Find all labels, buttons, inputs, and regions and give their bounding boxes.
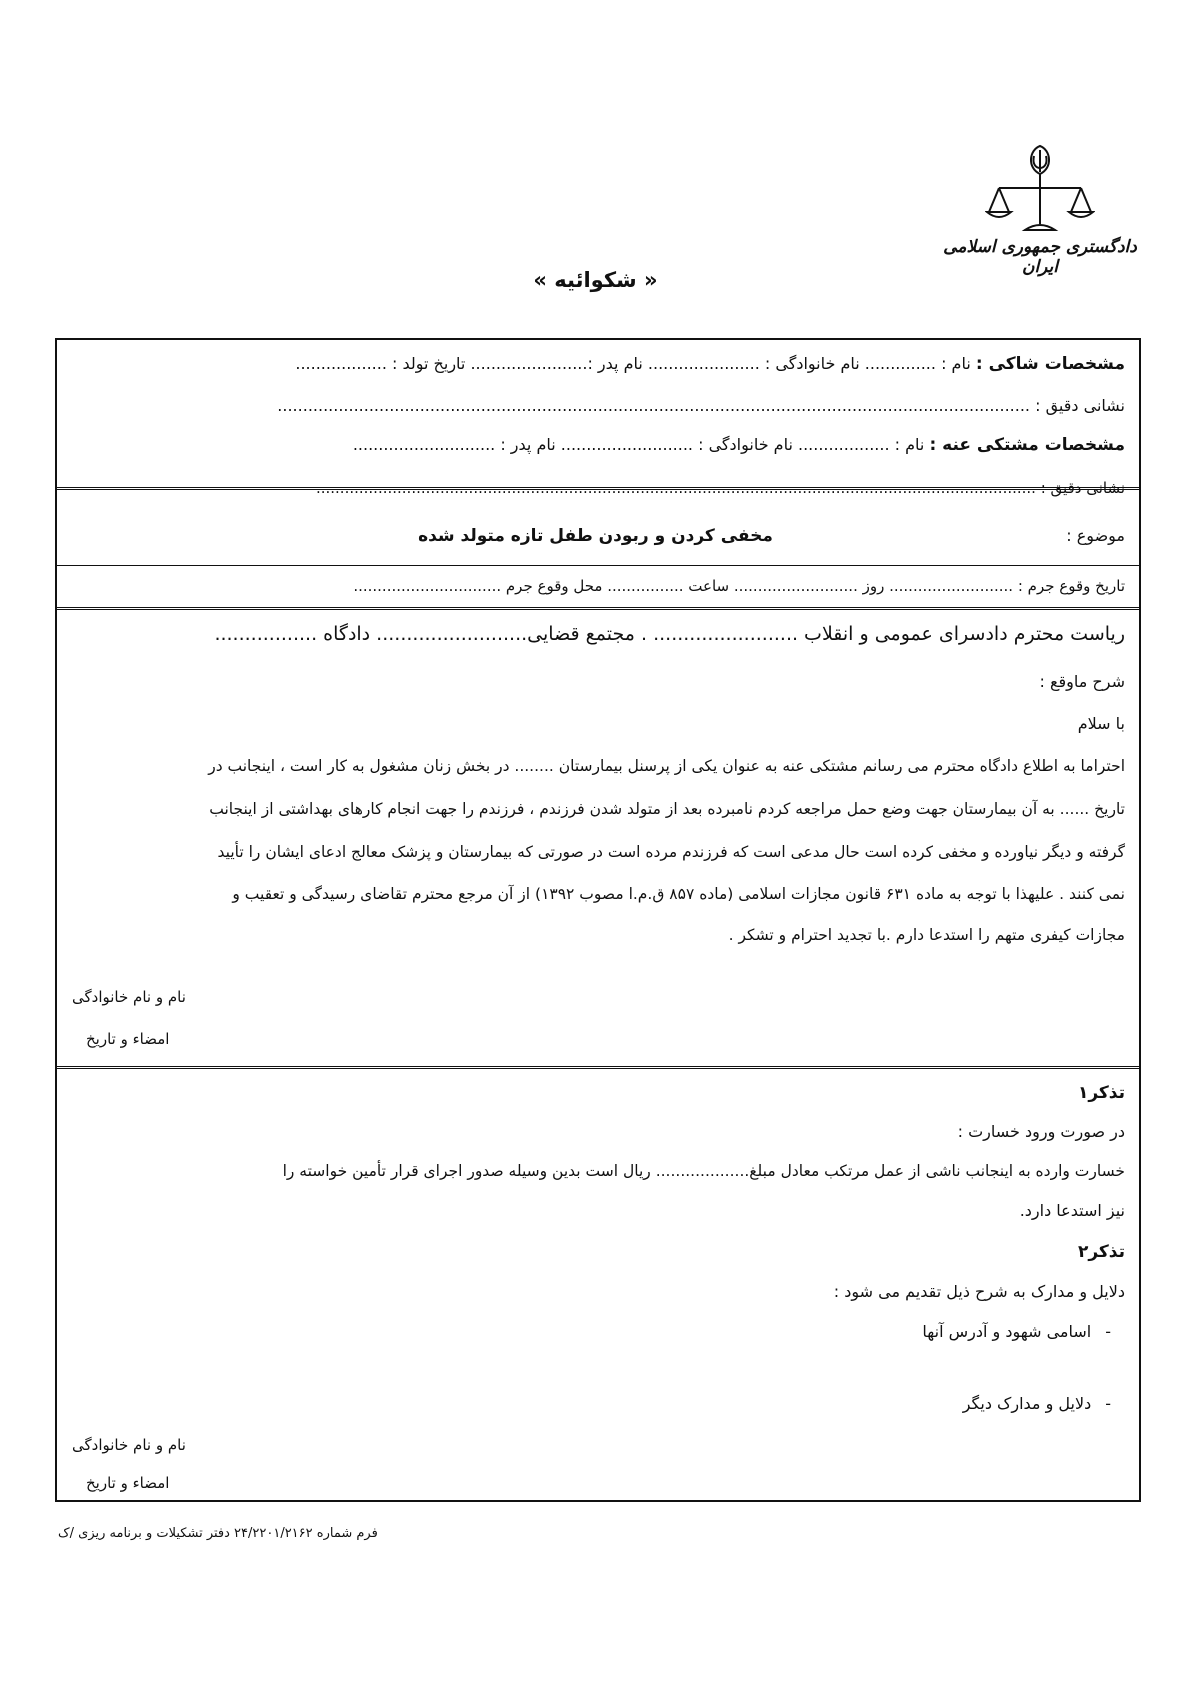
complainant-address: نشانی دقیق : ....................................................................................................................................................: [277, 396, 1125, 415]
note1-heading: تذکر۱: [1077, 1083, 1125, 1103]
note1-line: خسارت وارده به اینجانب ناشی از عمل مرتکب معادل مبلغ................... ریال است بدین وسیله صدور اجرای قرار تأمین خواسته را: [282, 1162, 1125, 1180]
evidence-item-label: دلایل و مدارک دیگر: [962, 1394, 1092, 1413]
complainant-row: [66, 352, 1125, 376]
note2-line: دلایل و مدارک به شرح ذیل تقدیم می شود :: [833, 1282, 1125, 1301]
defendant-address: نشانی دقیق : .......................................................................................................................................................: [315, 479, 1125, 497]
section-divider: [55, 1066, 1141, 1069]
note2-heading: تذکر۲: [1077, 1242, 1125, 1262]
narrative-line: نمی کنند . علیهذا با توجه به ماده ۶۳۱ قانون مجازات اسلامی (ماده ۸۵۷ ق.م.ا مصوب ۱۳۹۲) از آن مرجع محترم تقاضای رسیدگی و تعقیب و: [232, 885, 1125, 903]
evidence-item: [66, 1392, 1111, 1416]
bullet-dash: -: [1105, 1322, 1111, 1341]
crime-details: تاریخ وقوع جرم : .......................... روز .......................... ساعت ................ محل وقوع جرم ...............................: [353, 577, 1125, 595]
signature-date-label: امضاء و تاریخ: [86, 1474, 170, 1492]
greeting: با سلام: [1077, 714, 1125, 733]
signature-name-label: نام و نام خانوادگی: [72, 1436, 186, 1454]
complainant-heading: مشخصات شاکی :: [975, 354, 1125, 374]
signature-name-label: نام و نام خانوادگی: [72, 988, 186, 1006]
subject-label: موضوع :: [1066, 526, 1125, 545]
narrative-line: تاریخ ...... به آن بیمارستان جهت وضع حمل مراجعه کردم نامبرده بعد از متولد شدن فرزندم ، فرزندم را جهت انجام کارهای بهداشتی از اینجانب: [209, 800, 1125, 818]
evidence-item: [66, 1320, 1111, 1344]
signature-date-label: امضاء و تاریخ: [86, 1030, 170, 1048]
complainant-fields: نام : .............. نام خانوادگی : ...................... نام پدر :....................... تاریخ تولد : ..................: [295, 354, 971, 373]
page-title: « شکوائیه »: [533, 268, 658, 292]
scales-of-justice-icon: [985, 140, 1095, 235]
defendant-row: [66, 433, 1125, 457]
bullet-dash: -: [1105, 1394, 1111, 1413]
addressee: ریاست محترم دادسرای عمومی و انقلاب ........................ . مجتمع قضایی......................... دادگاه .................: [214, 623, 1125, 645]
narrative-line: مجازات کیفری متهم را استدعا دارم .با تجدید احترام و تشکر .: [728, 926, 1125, 944]
form-number: فرم شماره ۲۴/۲۲۰۱/۲۱۶۲ دفتر تشکیلات و برنامه ریزی /ک: [58, 1526, 378, 1541]
narrative-line: احتراما به اطلاع دادگاه محترم می رسانم مشتکی عنه به عنوان یکی از پرسنل بیمارستان ........ در بخش زنان مشغول به کار است ، اینجانب در: [208, 757, 1125, 775]
narrative-line: گرفته و دیگر نیاورده و مخفی کرده است حال مدعی است که فرزندم مرده است در صورتی که بیمارستان و پزشک معالج ادعای ایشان را تأیید: [217, 843, 1125, 861]
note1-line: نیز استدعا دارد.: [1019, 1201, 1125, 1220]
section-divider: [55, 565, 1141, 566]
section-divider: [55, 607, 1141, 610]
note1-line: در صورت ورود خسارت :: [957, 1122, 1125, 1141]
subject-text: مخفی کردن و ربودن طفل تازه متولد شده: [418, 526, 773, 546]
defendant-fields: نام : .................. نام خانوادگی : .......................... نام پدر : ............................: [352, 435, 925, 454]
narrative-label: شرح ماوقع :: [1039, 672, 1125, 691]
defendant-heading: مشخصات مشتکی عنه :: [929, 435, 1125, 455]
evidence-item-label: اسامی شهود و آدرس آنها: [922, 1322, 1092, 1341]
emblem-caption: دادگستری جمهوری اسلامی ایران: [943, 237, 1137, 277]
